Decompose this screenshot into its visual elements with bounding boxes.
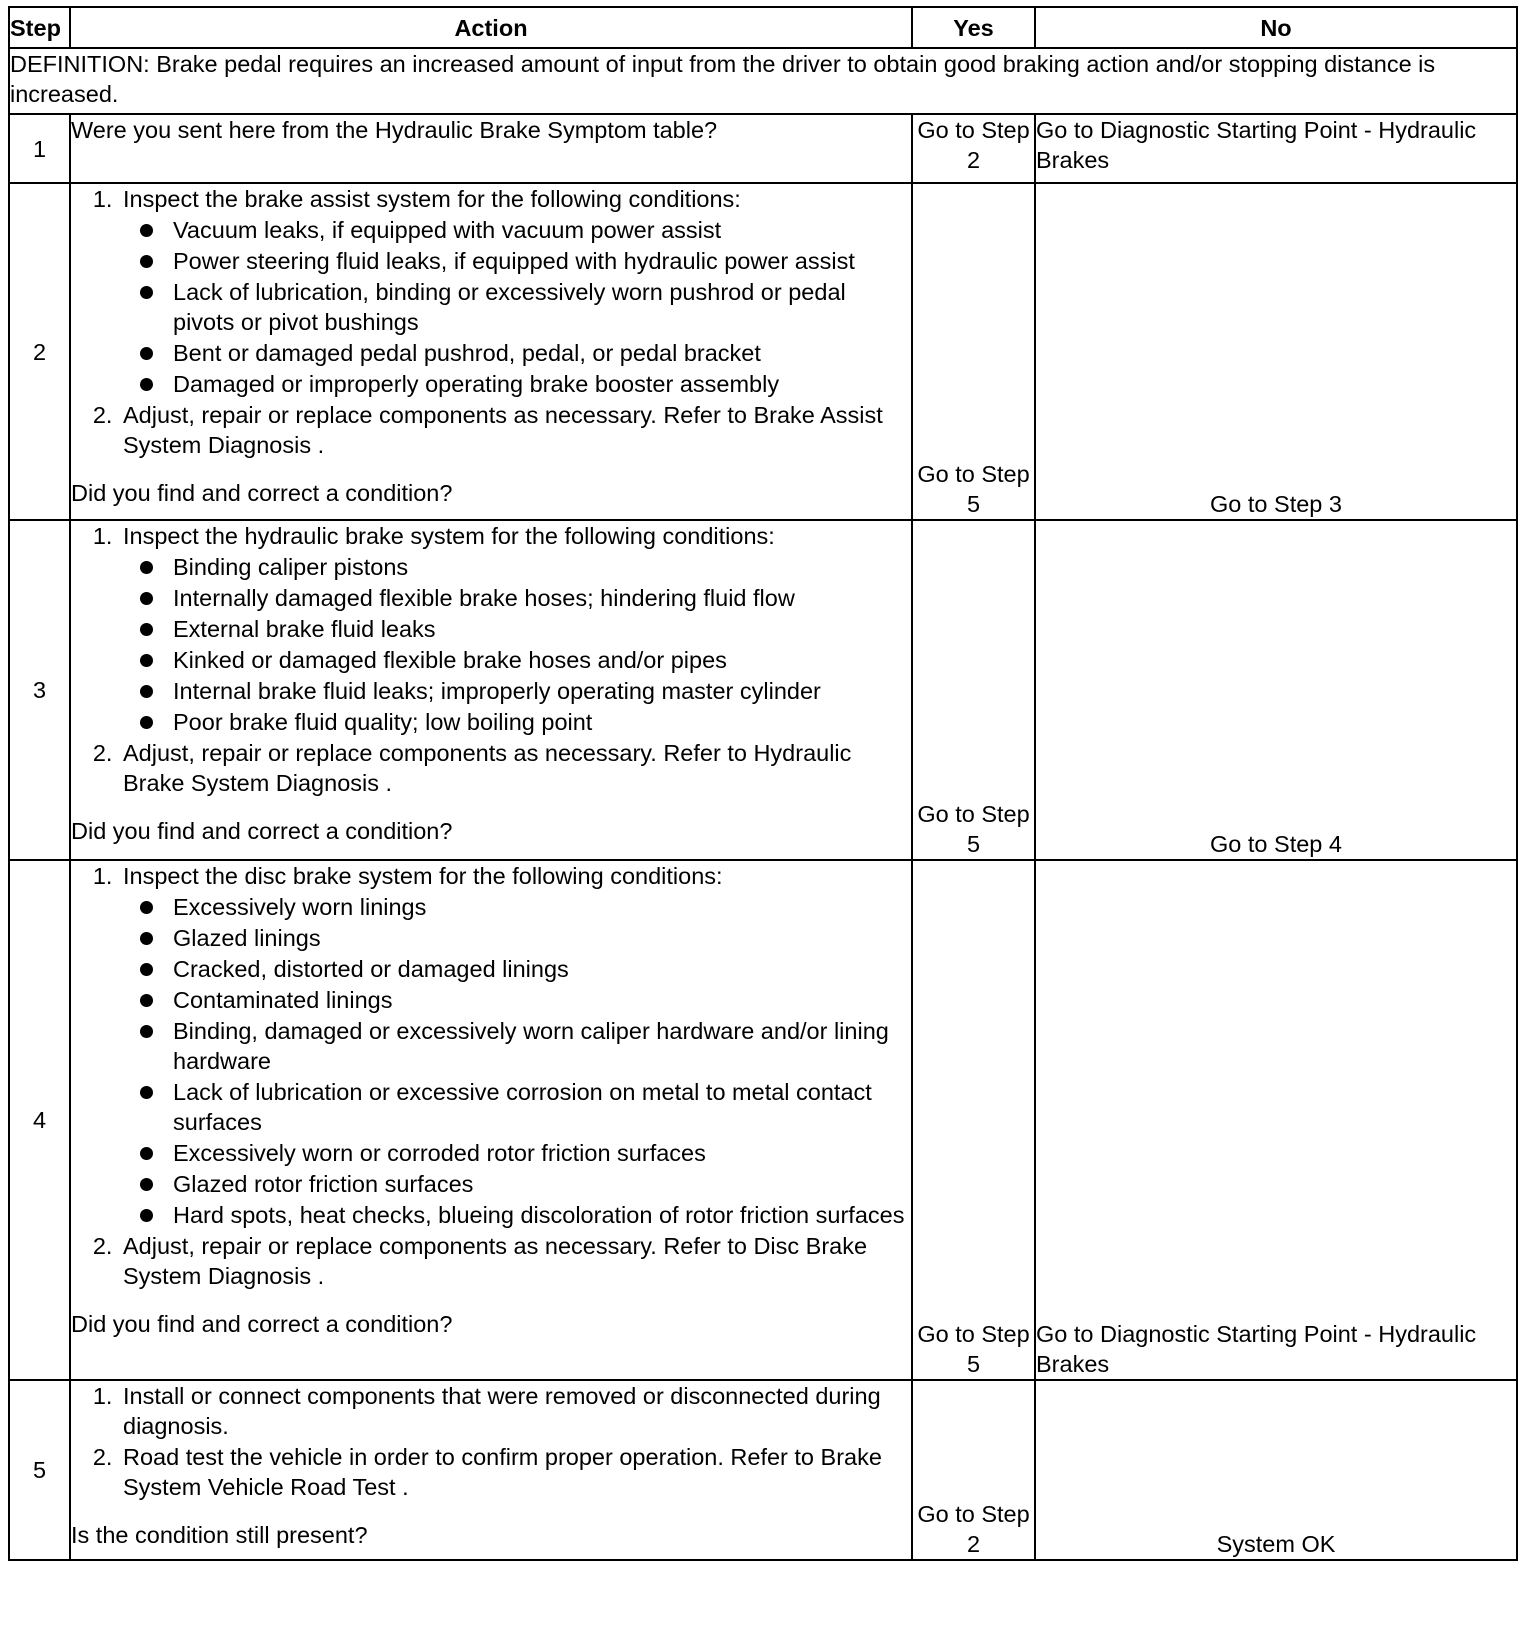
condition-text: Damaged or improperly operating brake booster assembly — [173, 371, 780, 397]
condition-item — [171, 583, 911, 613]
conditions-list — [123, 552, 911, 737]
table-row — [9, 1380, 1517, 1560]
condition-item — [171, 892, 911, 922]
bullet-icon — [140, 255, 153, 268]
condition-item — [171, 676, 911, 706]
bullet-icon — [140, 378, 153, 391]
action-step-text: Install or connect components that were removed or disconnected during diagnosis. — [123, 1383, 881, 1439]
action-step-text: Road test the vehicle in order to confirm proper operation. Refer to Brake System Vehicle Road Test . — [123, 1444, 882, 1500]
no-cell: Go to Diagnostic Starting Point - Hydraulic Brakes — [1035, 860, 1517, 1380]
header-row — [9, 7, 1517, 48]
condition-text: Cracked, distorted or damaged linings — [173, 956, 569, 982]
action-step-text: Inspect the brake assist system for the following conditions: — [123, 186, 741, 212]
bullet-icon — [140, 224, 153, 237]
condition-item — [171, 369, 911, 399]
action-steps — [71, 1381, 911, 1502]
action-cell — [70, 1380, 912, 1560]
bullet-icon — [140, 994, 153, 1007]
condition-item — [171, 1169, 911, 1199]
no-cell: System OK — [1035, 1380, 1517, 1560]
bullet-icon — [140, 1086, 153, 1099]
step-number: 4 — [9, 860, 70, 1380]
bullet-icon — [140, 654, 153, 667]
condition-item — [171, 1138, 911, 1168]
condition-item — [171, 338, 911, 368]
step-number: 5 — [9, 1380, 70, 1560]
bullet-icon — [140, 1178, 153, 1191]
action-cell — [70, 860, 912, 1380]
condition-text: Excessively worn or corroded rotor friction surfaces — [173, 1140, 706, 1166]
condition-item — [171, 645, 911, 675]
table-row — [9, 860, 1517, 1380]
condition-text: Kinked or damaged flexible brake hoses and/or pipes — [173, 647, 727, 673]
action-step-text: Inspect the disc brake system for the following conditions: — [123, 863, 723, 889]
bullet-icon — [140, 1147, 153, 1160]
condition-text: Excessively worn linings — [173, 894, 427, 920]
action-text: Were you sent here from the Hydraulic Brake Symptom table? — [71, 117, 718, 143]
condition-text: External brake fluid leaks — [173, 616, 436, 642]
condition-text: Glazed rotor friction surfaces — [173, 1171, 474, 1197]
condition-text: Bent or damaged pedal pushrod, pedal, or pedal bracket — [173, 340, 761, 366]
action-step-item — [119, 521, 911, 737]
step-number: 2 — [9, 183, 70, 520]
question-text: Is the condition still present? — [71, 1522, 368, 1548]
conditions-list — [123, 215, 911, 399]
definition-text: DEFINITION: Brake pedal requires an increased amount of input from the driver to obtain good braking action and/or stopping distance is increased. — [9, 48, 1517, 114]
step-number: 3 — [9, 520, 70, 860]
bullet-icon — [140, 685, 153, 698]
yes-cell: Go to Step 2 — [912, 1380, 1035, 1560]
condition-item — [171, 215, 911, 245]
action-step-item — [119, 738, 911, 798]
condition-item — [171, 954, 911, 984]
bullet-icon — [140, 1209, 153, 1222]
action-step-text: Adjust, repair or replace components as necessary. Refer to Brake Assist System Diagnosis . — [123, 402, 883, 458]
header-step: Step — [9, 7, 70, 48]
action-cell — [70, 183, 912, 520]
bullet-icon — [140, 592, 153, 605]
bullet-icon — [140, 932, 153, 945]
condition-item — [171, 985, 911, 1015]
condition-text: Contaminated linings — [173, 987, 393, 1013]
bullet-icon — [140, 901, 153, 914]
action-step-item — [119, 1381, 911, 1441]
action-steps — [71, 521, 911, 798]
condition-text: Internal brake fluid leaks; improperly operating master cylinder — [173, 678, 821, 704]
header-action: Action — [70, 7, 912, 48]
yes-cell: Go to Step 2 — [912, 114, 1035, 183]
condition-item — [171, 614, 911, 644]
no-cell: Go to Step 3 — [1035, 183, 1517, 520]
no-cell: Go to Diagnostic Starting Point - Hydraulic Brakes — [1035, 114, 1517, 183]
action-step-item — [119, 184, 911, 399]
action-step-item — [119, 400, 911, 460]
conditions-list — [123, 892, 911, 1230]
action-cell — [70, 520, 912, 860]
action-step-text: Adjust, repair or replace components as necessary. Refer to Hydraulic Brake System Diagnosis . — [123, 740, 852, 796]
bullet-icon — [140, 963, 153, 976]
condition-text: Glazed linings — [173, 925, 321, 951]
action-step-item — [119, 861, 911, 1230]
bullet-icon — [140, 561, 153, 574]
condition-text: Binding, damaged or excessively worn caliper hardware and/or lining hardware — [173, 1018, 889, 1074]
action-step-item — [119, 1231, 911, 1291]
bullet-icon — [140, 623, 153, 636]
table-row — [9, 114, 1517, 183]
action-cell — [70, 114, 912, 183]
condition-text: Power steering fluid leaks, if equipped with hydraulic power assist — [173, 248, 855, 274]
header-yes: Yes — [912, 7, 1035, 48]
bullet-icon — [140, 286, 153, 299]
step-number: 1 — [9, 114, 70, 183]
condition-text: Lack of lubrication, binding or excessively worn pushrod or pedal pivots or pivot bushings — [173, 279, 846, 335]
no-cell: Go to Step 4 — [1035, 520, 1517, 860]
action-step-text: Adjust, repair or replace components as necessary. Refer to Disc Brake System Diagnosis . — [123, 1233, 868, 1289]
bullet-icon — [140, 716, 153, 729]
bullet-icon — [140, 347, 153, 360]
question-text: Did you find and correct a condition? — [71, 1311, 453, 1337]
condition-text: Hard spots, heat checks, blueing discoloration of rotor friction surfaces — [173, 1202, 905, 1228]
table-row — [9, 520, 1517, 860]
condition-item — [171, 1016, 911, 1076]
condition-item — [171, 923, 911, 953]
condition-text: Vacuum leaks, if equipped with vacuum power assist — [173, 217, 722, 243]
bullet-icon — [140, 1025, 153, 1038]
condition-item — [171, 1077, 911, 1137]
diagnostic-table — [8, 6, 1518, 1561]
yes-cell: Go to Step 5 — [912, 183, 1035, 520]
condition-text: Lack of lubrication or excessive corrosion on metal to metal contact surfaces — [173, 1079, 872, 1135]
action-step-text: Inspect the hydraulic brake system for the following conditions: — [123, 523, 775, 549]
condition-text: Internally damaged flexible brake hoses; hindering fluid flow — [173, 585, 795, 611]
condition-item — [171, 277, 911, 337]
action-steps — [71, 184, 911, 460]
table-row — [9, 183, 1517, 520]
condition-text: Binding caliper pistons — [173, 554, 409, 580]
yes-cell: Go to Step 5 — [912, 520, 1035, 860]
header-no: No — [1035, 7, 1517, 48]
condition-item — [171, 552, 911, 582]
condition-item — [171, 1200, 911, 1230]
definition-row — [9, 48, 1517, 114]
condition-text: Poor brake fluid quality; low boiling point — [173, 709, 593, 735]
condition-item — [171, 707, 911, 737]
question-text: Did you find and correct a condition? — [71, 818, 453, 844]
question-text: Did you find and correct a condition? — [71, 480, 453, 506]
action-steps — [71, 861, 911, 1291]
condition-item — [171, 246, 911, 276]
yes-cell: Go to Step 5 — [912, 860, 1035, 1380]
action-step-item — [119, 1442, 911, 1502]
